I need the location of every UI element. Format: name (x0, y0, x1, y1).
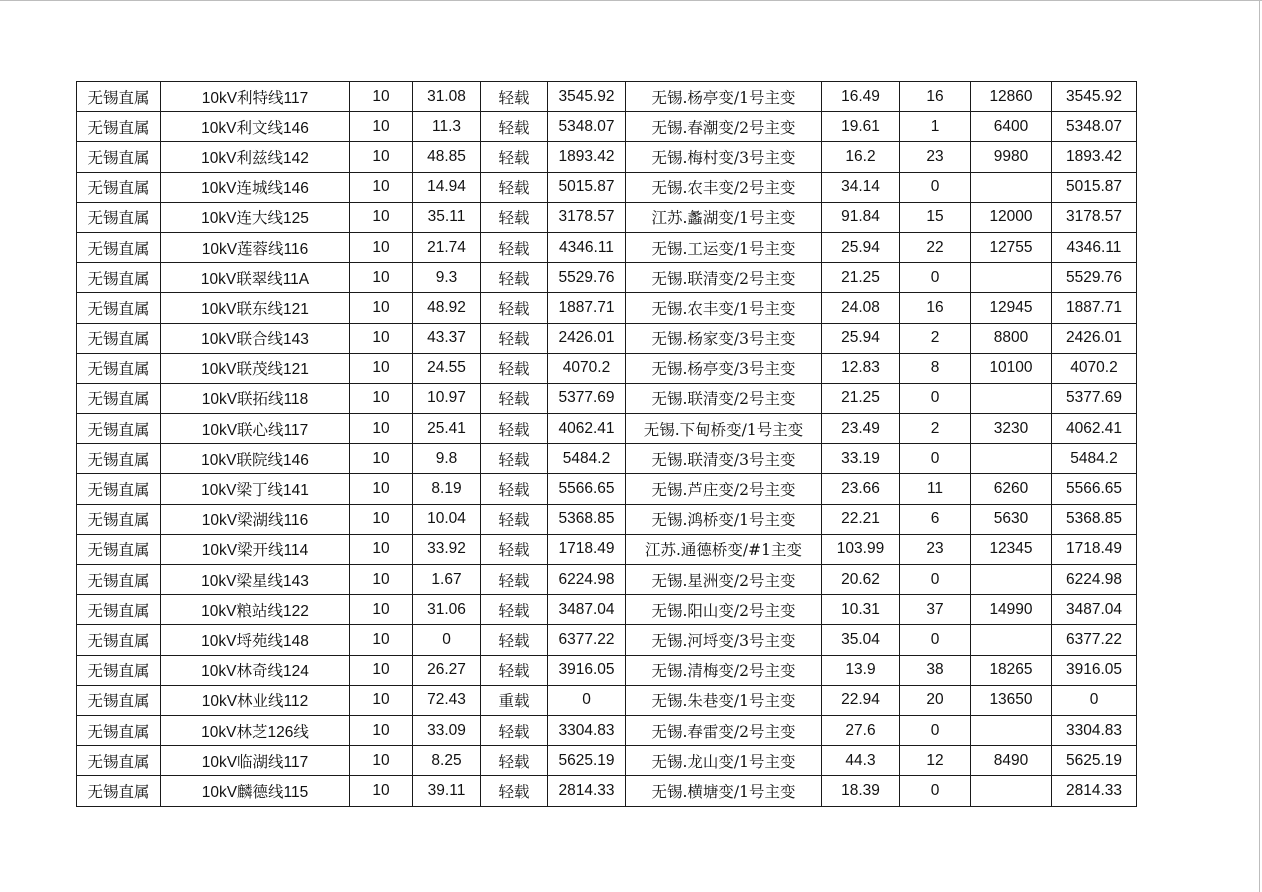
table-row (77, 232, 1137, 262)
voltage-cell: 10 (350, 776, 413, 806)
table-body (77, 82, 1137, 807)
table-row (77, 715, 1137, 745)
load-status-cell: 轻载 (481, 142, 548, 172)
load-status-cell: 轻载 (481, 112, 548, 142)
unit-cell: 无锡直属 (77, 383, 161, 413)
unit-cell: 无锡直属 (77, 172, 161, 202)
load-rate-cell: 10.97 (413, 383, 481, 413)
available-capacity-cell: 5529.76 (548, 263, 626, 293)
line-name-cell: 10kV利特线117 (161, 82, 350, 112)
transformer-cell: 无锡.下甸桥变/1号主变 (626, 414, 822, 444)
capacity-total-cell: 5484.2 (1052, 444, 1137, 474)
count-cell: 23 (900, 142, 971, 172)
line-name-cell: 10kV梁湖线116 (161, 504, 350, 534)
unit-cell: 无锡直属 (77, 444, 161, 474)
count-cell: 0 (900, 263, 971, 293)
transformer-load-rate-cell: 13.9 (822, 655, 900, 685)
transformer-cell: 无锡.杨亭变/3号主变 (626, 353, 822, 383)
capacity-total-cell: 1893.42 (1052, 142, 1137, 172)
line-name-cell: 10kV联心线117 (161, 414, 350, 444)
load-rate-cell: 11.3 (413, 112, 481, 142)
transformer-load-rate-cell: 23.49 (822, 414, 900, 444)
load-rate-cell: 21.74 (413, 232, 481, 262)
transformer-cell: 无锡.杨家变/3号主变 (626, 323, 822, 353)
voltage-cell: 10 (350, 474, 413, 504)
transformer-cell: 无锡.朱巷变/1号主变 (626, 685, 822, 715)
transformer-load-rate-cell: 27.6 (822, 715, 900, 745)
available-capacity-cell: 1718.49 (548, 534, 626, 564)
unit-cell: 无锡直属 (77, 142, 161, 172)
count-cell: 0 (900, 444, 971, 474)
count-cell: 0 (900, 383, 971, 413)
capacity-total-cell: 5625.19 (1052, 746, 1137, 776)
load-status-cell: 轻载 (481, 323, 548, 353)
line-name-cell: 10kV联翠线11A (161, 263, 350, 293)
capacity-total-cell: 4346.11 (1052, 232, 1137, 262)
unit-cell: 无锡直属 (77, 353, 161, 383)
count-cell: 2 (900, 414, 971, 444)
transformer-cell: 无锡.阳山变/2号主变 (626, 595, 822, 625)
transformer-load-rate-cell: 16.2 (822, 142, 900, 172)
unit-cell: 无锡直属 (77, 414, 161, 444)
load-status-cell: 轻载 (481, 474, 548, 504)
page-top-border (0, 0, 1262, 1)
unit-cell: 无锡直属 (77, 685, 161, 715)
line-name-cell: 10kV麟德线115 (161, 776, 350, 806)
count-cell: 38 (900, 655, 971, 685)
line-name-cell: 10kV连城线146 (161, 172, 350, 202)
available-capacity-cell: 2426.01 (548, 323, 626, 353)
transformer-load-rate-cell: 21.25 (822, 263, 900, 293)
count-cell: 37 (900, 595, 971, 625)
voltage-cell: 10 (350, 504, 413, 534)
table-row (77, 746, 1137, 776)
count-cell: 0 (900, 715, 971, 745)
transformer-load-rate-cell: 23.66 (822, 474, 900, 504)
available-capacity-cell: 2814.33 (548, 776, 626, 806)
transformer-load-rate-cell: 33.19 (822, 444, 900, 474)
available-capacity-cell: 5484.2 (548, 444, 626, 474)
voltage-cell: 10 (350, 172, 413, 202)
load-rate-cell: 39.11 (413, 776, 481, 806)
load-rate-cell: 8.25 (413, 746, 481, 776)
line-name-cell: 10kV连大线125 (161, 202, 350, 232)
count-cell: 8 (900, 353, 971, 383)
capacity-total-cell: 3178.57 (1052, 202, 1137, 232)
table-row (77, 685, 1137, 715)
capacity-total-cell: 5368.85 (1052, 504, 1137, 534)
unit-cell: 无锡直属 (77, 746, 161, 776)
voltage-cell: 10 (350, 685, 413, 715)
unit-cell: 无锡直属 (77, 323, 161, 353)
available-capacity-cell: 6224.98 (548, 565, 626, 595)
transformer-cell: 无锡.清梅变/2号主变 (626, 655, 822, 685)
load-status-cell: 轻载 (481, 353, 548, 383)
line-name-cell: 10kV林业线112 (161, 685, 350, 715)
line-name-cell: 10kV联合线143 (161, 323, 350, 353)
count-cell: 22 (900, 232, 971, 262)
load-rate-cell: 9.3 (413, 263, 481, 293)
available-capacity-cell: 3487.04 (548, 595, 626, 625)
available-capacity-cell: 1887.71 (548, 293, 626, 323)
transformer-cell: 无锡.联清变/2号主变 (626, 263, 822, 293)
unit-cell: 无锡直属 (77, 82, 161, 112)
load-status-cell: 轻载 (481, 232, 548, 262)
reserve-capacity-cell (971, 444, 1052, 474)
reserve-capacity-cell: 10100 (971, 353, 1052, 383)
capacity-total-cell: 3304.83 (1052, 715, 1137, 745)
transformer-cell: 无锡.农丰变/2号主变 (626, 172, 822, 202)
transformer-load-rate-cell: 20.62 (822, 565, 900, 595)
unit-cell: 无锡直属 (77, 595, 161, 625)
load-status-cell: 轻载 (481, 263, 548, 293)
voltage-cell: 10 (350, 595, 413, 625)
count-cell: 2 (900, 323, 971, 353)
voltage-cell: 10 (350, 534, 413, 564)
voltage-cell: 10 (350, 232, 413, 262)
voltage-cell: 10 (350, 263, 413, 293)
table-row (77, 474, 1137, 504)
voltage-cell: 10 (350, 142, 413, 172)
transformer-cell: 无锡.联清变/2号主变 (626, 383, 822, 413)
available-capacity-cell: 0 (548, 685, 626, 715)
voltage-cell: 10 (350, 293, 413, 323)
load-rate-cell: 14.94 (413, 172, 481, 202)
table-row (77, 534, 1137, 564)
load-rate-cell: 48.85 (413, 142, 481, 172)
count-cell: 23 (900, 534, 971, 564)
available-capacity-cell: 6377.22 (548, 625, 626, 655)
available-capacity-cell: 5566.65 (548, 474, 626, 504)
reserve-capacity-cell (971, 263, 1052, 293)
available-capacity-cell: 3304.83 (548, 715, 626, 745)
voltage-cell: 10 (350, 353, 413, 383)
line-name-cell: 10kV利文线146 (161, 112, 350, 142)
reserve-capacity-cell: 12945 (971, 293, 1052, 323)
line-name-cell: 10kV埒苑线148 (161, 625, 350, 655)
transformer-load-rate-cell: 103.99 (822, 534, 900, 564)
voltage-cell: 10 (350, 323, 413, 353)
load-status-cell: 轻载 (481, 595, 548, 625)
reserve-capacity-cell: 8490 (971, 746, 1052, 776)
table-row (77, 444, 1137, 474)
reserve-capacity-cell: 6400 (971, 112, 1052, 142)
available-capacity-cell: 4346.11 (548, 232, 626, 262)
reserve-capacity-cell: 12345 (971, 534, 1052, 564)
unit-cell: 无锡直属 (77, 293, 161, 323)
load-status-cell: 轻载 (481, 534, 548, 564)
capacity-total-cell: 4062.41 (1052, 414, 1137, 444)
capacity-total-cell: 2814.33 (1052, 776, 1137, 806)
reserve-capacity-cell (971, 776, 1052, 806)
load-rate-cell: 72.43 (413, 685, 481, 715)
table-row (77, 565, 1137, 595)
count-cell: 1 (900, 112, 971, 142)
unit-cell: 无锡直属 (77, 715, 161, 745)
load-rate-cell: 33.09 (413, 715, 481, 745)
transformer-load-rate-cell: 91.84 (822, 202, 900, 232)
available-capacity-cell: 4062.41 (548, 414, 626, 444)
load-status-cell: 轻载 (481, 565, 548, 595)
voltage-cell: 10 (350, 715, 413, 745)
available-capacity-cell: 5348.07 (548, 112, 626, 142)
table-row (77, 414, 1137, 444)
load-rate-cell: 25.41 (413, 414, 481, 444)
table-row (77, 655, 1137, 685)
table-row (77, 172, 1137, 202)
load-status-cell: 轻载 (481, 293, 548, 323)
transformer-cell: 无锡.芦庄变/2号主变 (626, 474, 822, 504)
capacity-total-cell: 5529.76 (1052, 263, 1137, 293)
capacity-total-cell: 2426.01 (1052, 323, 1137, 353)
count-cell: 0 (900, 776, 971, 806)
transformer-cell: 无锡.星洲变/2号主变 (626, 565, 822, 595)
voltage-cell: 10 (350, 82, 413, 112)
page-right-border (1259, 0, 1260, 892)
table-row (77, 82, 1137, 112)
unit-cell: 无锡直属 (77, 112, 161, 142)
count-cell: 12 (900, 746, 971, 776)
transformer-load-rate-cell: 10.31 (822, 595, 900, 625)
unit-cell: 无锡直属 (77, 504, 161, 534)
line-name-cell: 10kV梁星线143 (161, 565, 350, 595)
capacity-total-cell: 6224.98 (1052, 565, 1137, 595)
load-status-cell: 轻载 (481, 383, 548, 413)
capacity-total-cell: 1887.71 (1052, 293, 1137, 323)
transformer-load-rate-cell: 25.94 (822, 232, 900, 262)
load-status-cell: 轻载 (481, 414, 548, 444)
load-status-cell: 轻载 (481, 172, 548, 202)
available-capacity-cell: 3545.92 (548, 82, 626, 112)
capacity-total-cell: 5015.87 (1052, 172, 1137, 202)
reserve-capacity-cell: 13650 (971, 685, 1052, 715)
transformer-load-rate-cell: 16.49 (822, 82, 900, 112)
load-rate-cell: 48.92 (413, 293, 481, 323)
transformer-cell: 无锡.春潮变/2号主变 (626, 112, 822, 142)
table-row (77, 323, 1137, 353)
available-capacity-cell: 1893.42 (548, 142, 626, 172)
reserve-capacity-cell (971, 625, 1052, 655)
line-name-cell: 10kV粮站线122 (161, 595, 350, 625)
load-rate-cell: 24.55 (413, 353, 481, 383)
capacity-total-cell: 5377.69 (1052, 383, 1137, 413)
count-cell: 11 (900, 474, 971, 504)
feeder-load-table (76, 81, 1137, 807)
line-name-cell: 10kV利兹线142 (161, 142, 350, 172)
table-row (77, 625, 1137, 655)
table-row (77, 504, 1137, 534)
load-rate-cell: 31.08 (413, 82, 481, 112)
unit-cell: 无锡直属 (77, 625, 161, 655)
available-capacity-cell: 4070.2 (548, 353, 626, 383)
load-rate-cell: 9.8 (413, 444, 481, 474)
voltage-cell: 10 (350, 746, 413, 776)
table-row (77, 383, 1137, 413)
table-row (77, 142, 1137, 172)
reserve-capacity-cell: 12755 (971, 232, 1052, 262)
line-name-cell: 10kV林奇线124 (161, 655, 350, 685)
transformer-load-rate-cell: 18.39 (822, 776, 900, 806)
transformer-load-rate-cell: 12.83 (822, 353, 900, 383)
line-name-cell: 10kV联茂线121 (161, 353, 350, 383)
load-status-cell: 轻载 (481, 655, 548, 685)
load-status-cell: 轻载 (481, 444, 548, 474)
reserve-capacity-cell: 14990 (971, 595, 1052, 625)
count-cell: 0 (900, 625, 971, 655)
capacity-total-cell: 3916.05 (1052, 655, 1137, 685)
reserve-capacity-cell: 3230 (971, 414, 1052, 444)
voltage-cell: 10 (350, 383, 413, 413)
capacity-total-cell: 6377.22 (1052, 625, 1137, 655)
transformer-load-rate-cell: 34.14 (822, 172, 900, 202)
transformer-cell: 无锡.鸿桥变/1号主变 (626, 504, 822, 534)
load-status-cell: 轻载 (481, 82, 548, 112)
transformer-cell: 无锡.龙山变/1号主变 (626, 746, 822, 776)
voltage-cell: 10 (350, 414, 413, 444)
line-name-cell: 10kV梁开线114 (161, 534, 350, 564)
line-name-cell: 10kV联东线121 (161, 293, 350, 323)
line-name-cell: 10kV林芝126线 (161, 715, 350, 745)
line-name-cell: 10kV莲蓉线116 (161, 232, 350, 262)
reserve-capacity-cell (971, 383, 1052, 413)
line-name-cell: 10kV梁丁线141 (161, 474, 350, 504)
transformer-load-rate-cell: 44.3 (822, 746, 900, 776)
line-name-cell: 10kV临湖线117 (161, 746, 350, 776)
count-cell: 0 (900, 172, 971, 202)
transformer-load-rate-cell: 25.94 (822, 323, 900, 353)
unit-cell: 无锡直属 (77, 655, 161, 685)
voltage-cell: 10 (350, 112, 413, 142)
capacity-total-cell: 3487.04 (1052, 595, 1137, 625)
load-rate-cell: 8.19 (413, 474, 481, 504)
transformer-cell: 无锡.春雷变/2号主变 (626, 715, 822, 745)
reserve-capacity-cell: 12000 (971, 202, 1052, 232)
reserve-capacity-cell: 18265 (971, 655, 1052, 685)
transformer-cell: 无锡.农丰变/1号主变 (626, 293, 822, 323)
available-capacity-cell: 5377.69 (548, 383, 626, 413)
unit-cell: 无锡直属 (77, 534, 161, 564)
capacity-total-cell: 1718.49 (1052, 534, 1137, 564)
load-rate-cell: 26.27 (413, 655, 481, 685)
transformer-load-rate-cell: 22.94 (822, 685, 900, 715)
unit-cell: 无锡直属 (77, 232, 161, 262)
count-cell: 20 (900, 685, 971, 715)
voltage-cell: 10 (350, 444, 413, 474)
load-status-cell: 轻载 (481, 625, 548, 655)
count-cell: 6 (900, 504, 971, 534)
voltage-cell: 10 (350, 625, 413, 655)
voltage-cell: 10 (350, 565, 413, 595)
transformer-cell: 无锡.河埒变/3号主变 (626, 625, 822, 655)
transformer-cell: 无锡.杨亭变/1号主变 (626, 82, 822, 112)
available-capacity-cell: 3178.57 (548, 202, 626, 232)
capacity-total-cell: 3545.92 (1052, 82, 1137, 112)
unit-cell: 无锡直属 (77, 776, 161, 806)
transformer-load-rate-cell: 24.08 (822, 293, 900, 323)
load-rate-cell: 35.11 (413, 202, 481, 232)
capacity-total-cell: 0 (1052, 685, 1137, 715)
capacity-total-cell: 5566.65 (1052, 474, 1137, 504)
transformer-load-rate-cell: 35.04 (822, 625, 900, 655)
voltage-cell: 10 (350, 655, 413, 685)
transformer-cell: 无锡.工运变/1号主变 (626, 232, 822, 262)
load-rate-cell: 43.37 (413, 323, 481, 353)
available-capacity-cell: 5015.87 (548, 172, 626, 202)
load-status-cell: 轻载 (481, 715, 548, 745)
count-cell: 15 (900, 202, 971, 232)
table-row (77, 263, 1137, 293)
transformer-cell: 江苏.通德桥变/#1主变 (626, 534, 822, 564)
reserve-capacity-cell: 9980 (971, 142, 1052, 172)
load-rate-cell: 33.92 (413, 534, 481, 564)
load-rate-cell: 0 (413, 625, 481, 655)
transformer-cell: 无锡.梅村变/3号主变 (626, 142, 822, 172)
table-row (77, 776, 1137, 806)
transformer-cell: 无锡.联清变/3号主变 (626, 444, 822, 474)
unit-cell: 无锡直属 (77, 263, 161, 293)
load-status-cell: 轻载 (481, 776, 548, 806)
transformer-cell: 江苏.蠡湖变/1号主变 (626, 202, 822, 232)
load-rate-cell: 1.67 (413, 565, 481, 595)
table-row (77, 202, 1137, 232)
load-status-cell: 重载 (481, 685, 548, 715)
capacity-total-cell: 5348.07 (1052, 112, 1137, 142)
reserve-capacity-cell: 8800 (971, 323, 1052, 353)
table-row (77, 112, 1137, 142)
count-cell: 16 (900, 82, 971, 112)
transformer-load-rate-cell: 19.61 (822, 112, 900, 142)
transformer-load-rate-cell: 22.21 (822, 504, 900, 534)
line-name-cell: 10kV联院线146 (161, 444, 350, 474)
capacity-total-cell: 4070.2 (1052, 353, 1137, 383)
table-row (77, 595, 1137, 625)
available-capacity-cell: 5368.85 (548, 504, 626, 534)
reserve-capacity-cell: 6260 (971, 474, 1052, 504)
reserve-capacity-cell: 12860 (971, 82, 1052, 112)
voltage-cell: 10 (350, 202, 413, 232)
available-capacity-cell: 3916.05 (548, 655, 626, 685)
count-cell: 16 (900, 293, 971, 323)
unit-cell: 无锡直属 (77, 474, 161, 504)
reserve-capacity-cell (971, 715, 1052, 745)
count-cell: 0 (900, 565, 971, 595)
table-row (77, 353, 1137, 383)
table-row (77, 293, 1137, 323)
reserve-capacity-cell (971, 565, 1052, 595)
load-rate-cell: 10.04 (413, 504, 481, 534)
transformer-load-rate-cell: 21.25 (822, 383, 900, 413)
load-status-cell: 轻载 (481, 504, 548, 534)
unit-cell: 无锡直属 (77, 565, 161, 595)
load-status-cell: 轻载 (481, 202, 548, 232)
reserve-capacity-cell (971, 172, 1052, 202)
load-status-cell: 轻载 (481, 746, 548, 776)
reserve-capacity-cell: 5630 (971, 504, 1052, 534)
load-rate-cell: 31.06 (413, 595, 481, 625)
available-capacity-cell: 5625.19 (548, 746, 626, 776)
transformer-cell: 无锡.横塘变/1号主变 (626, 776, 822, 806)
unit-cell: 无锡直属 (77, 202, 161, 232)
line-name-cell: 10kV联拓线118 (161, 383, 350, 413)
